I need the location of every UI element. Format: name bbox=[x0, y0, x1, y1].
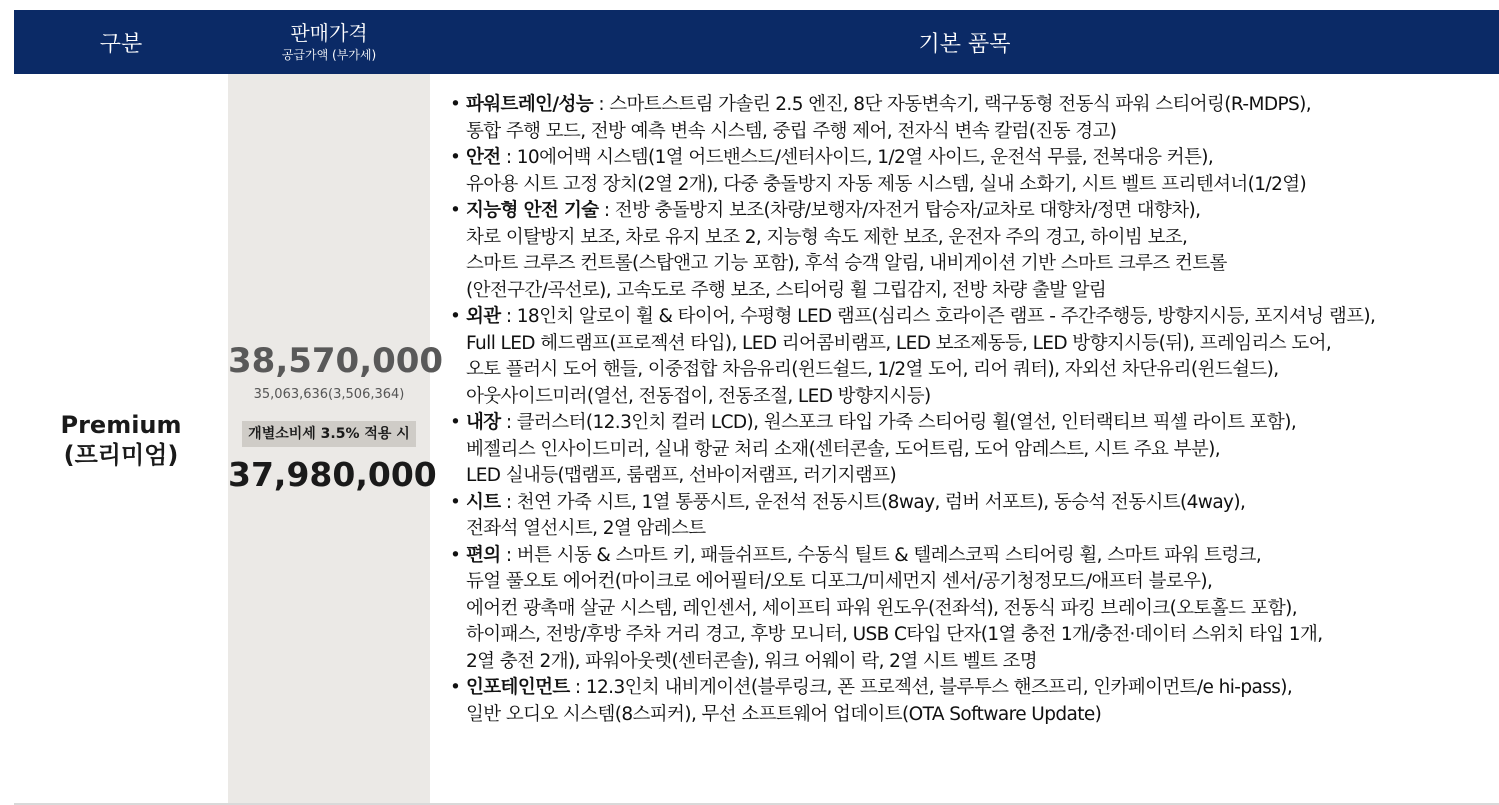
feature-line bbox=[466, 516, 1490, 543]
feature-line bbox=[466, 410, 1490, 437]
feature-separator: : bbox=[598, 200, 615, 221]
feature-category: 편의 bbox=[466, 544, 501, 566]
trim-cell bbox=[14, 74, 228, 805]
feature-text: 클러스터(12.3인치 컬러 LCD), 원스포크 타입 가죽 스티어링 휠(열선, 인터랙티브 픽셀 라이트 포함), bbox=[516, 412, 1297, 433]
feature-category: 파워트레인/성능 bbox=[466, 94, 594, 115]
bullet-icon: • bbox=[450, 412, 461, 433]
feature-text: (안전구간/곡선로), 고속도로 주행 보조, 스티어링 휠 그립감지, 전방 차량 출발 알림 bbox=[466, 279, 1107, 301]
feature-text: 전방 충돌방지 보조(차량/보행자/자전거 탑승자/교차로 대향차/정면 대향차), bbox=[614, 200, 1201, 221]
retail-price-tax: 37,980,000 bbox=[228, 455, 437, 494]
feature-text: 전좌석 열선시트, 2열 암레스트 bbox=[466, 518, 706, 539]
feature-line bbox=[466, 675, 1490, 702]
feature-line bbox=[466, 384, 1490, 411]
feature-text: Full LED 헤드램프(프로젝션 타입), LED 리어콤비램프, LED 보조제동등, LED 방향지시등(뒤), 프레임리스 도어, bbox=[466, 332, 1332, 354]
header-price bbox=[228, 10, 430, 74]
feature-line bbox=[466, 702, 1490, 729]
feature-text: 10에어백 시스템(1열 어드밴스드/센터사이드, 1/2열 사이드, 운전석 무릎, 전복대응 커튼), bbox=[516, 147, 1214, 168]
header-price-label: 판매가격 bbox=[290, 21, 368, 45]
bullet-icon: • bbox=[450, 491, 461, 513]
feature-text: 일반 오디오 시스템(8스피커), 무선 소프트웨어 업데이트(OTA Software Update) bbox=[466, 703, 1102, 725]
feature-text: 12.3인치 내비게이션(블루링크, 폰 프로젝션, 블루투스 핸즈프리, 인카페이먼트/e hi-pass), bbox=[585, 677, 1293, 698]
feature-line bbox=[466, 490, 1490, 517]
feature-line bbox=[466, 569, 1490, 596]
feature-text: 듀얼 풀오토 에어컨(마이크로 에어필터/오토 디포그/미세먼지 센서/공기청정모드/애프터 블로우), bbox=[466, 571, 1213, 592]
trim-name-ko: (프리미엄) bbox=[63, 440, 179, 469]
list-item bbox=[450, 304, 1490, 410]
list-item bbox=[450, 543, 1490, 676]
feature-category: 지능형 안전 기술 bbox=[466, 200, 599, 221]
bullet-icon: • bbox=[450, 306, 461, 327]
bullet-icon: • bbox=[450, 94, 461, 115]
bullet-icon: • bbox=[450, 677, 461, 698]
feature-category: 외관 bbox=[466, 306, 501, 327]
feature-text: 천연 가죽 시트, 1열 통풍시트, 운전석 전동시트(8way, 럼버 서포트), 동승석 전동시트(4way), bbox=[516, 491, 1246, 513]
table-header bbox=[14, 10, 1499, 74]
trim-price-table bbox=[14, 10, 1499, 805]
tax-badge: 개별소비세 3.5% 적용 시 bbox=[242, 421, 416, 447]
feature-text: 버튼 시동 & 스마트 키, 패들쉬프트, 수동식 틸트 & 텔레스코픽 스티어링 휠, 스마트 파워 트렁크, bbox=[516, 544, 1262, 566]
feature-line bbox=[466, 172, 1490, 199]
feature-separator: : bbox=[500, 306, 517, 327]
feature-separator: : bbox=[593, 94, 610, 115]
features-list bbox=[450, 92, 1490, 728]
list-item bbox=[450, 92, 1490, 145]
feature-text: 2열 충전 2개), 파워아웃렛(센터콘솔), 워크 어웨이 락, 2열 시트 벨트 조명 bbox=[466, 650, 1038, 672]
feature-text: 유아용 시트 고정 장치(2열 2개), 다중 충돌방지 자동 제동 시스템, 실내 소화기, 시트 벨트 프리텐셔너(1/2열) bbox=[466, 173, 1307, 195]
feature-text: 18인치 알로이 휠 & 타이어, 수평형 LED 램프(심리스 호라이즌 램프 - 주간주행등, 방향지시등, 포지셔닝 램프), bbox=[516, 306, 1376, 327]
header-trim: 구분 bbox=[99, 31, 143, 57]
header-price-sub: 공급가액 (부가세) bbox=[281, 48, 377, 62]
feature-line bbox=[466, 622, 1490, 649]
feature-text: 차로 이탈방지 보조, 차로 유지 보조 2, 지능형 속도 제한 보조, 운전자 주의 경고, 하이빔 보조, bbox=[466, 226, 1188, 248]
feature-separator: : bbox=[500, 491, 517, 513]
retail-price: 38,570,000 bbox=[228, 341, 444, 381]
features-cell bbox=[430, 74, 1499, 805]
feature-line bbox=[466, 225, 1490, 252]
price-cell bbox=[228, 74, 444, 805]
feature-category: 인포테인먼트 bbox=[466, 677, 570, 698]
trim-name-en: Premium bbox=[60, 410, 182, 439]
feature-text: 스마트스트림 가솔린 2.5 엔진, 8단 자동변속기, 랙구동형 전동식 파워 스티어링(R-MDPS), bbox=[609, 94, 1312, 115]
feature-text: 하이패스, 전방/후방 주차 거리 경고, 후방 모니터, USB C타입 단자(1열 충전 1개/충전·데이터 스위치 타입 1개, bbox=[466, 624, 1323, 645]
feature-line bbox=[466, 145, 1490, 172]
list-item bbox=[450, 145, 1490, 198]
feature-text: 에어컨 광촉매 살균 시스템, 레인센서, 세이프티 파워 윈도우(전좌석), 전동식 파킹 브레이크(오토홀드 포함), bbox=[466, 597, 1298, 619]
feature-text: 베젤리스 인사이드미러, 실내 항균 처리 소재(센터콘솔, 도어트림, 도어 암레스트, 시트 주요 부분), bbox=[466, 438, 1221, 460]
feature-line bbox=[466, 437, 1490, 464]
feature-line bbox=[466, 596, 1490, 623]
bullet-icon: • bbox=[450, 544, 461, 566]
feature-line bbox=[466, 543, 1490, 570]
feature-text: 통합 주행 모드, 전방 예측 변속 시스템, 중립 주행 제어, 전자식 변속 칼럼(진동 경고) bbox=[466, 120, 1117, 142]
feature-category: 내장 bbox=[466, 412, 501, 433]
list-item bbox=[450, 410, 1490, 490]
feature-line bbox=[466, 92, 1490, 119]
feature-separator: : bbox=[500, 412, 517, 433]
feature-separator: : bbox=[500, 544, 517, 566]
feature-text: 오토 플러시 도어 핸들, 이중접합 차음유리(윈드쉴드, 1/2열 도어, 리어 쿼터), 자외선 차단유리(윈드쉴드), bbox=[466, 359, 1279, 380]
list-item bbox=[450, 490, 1490, 543]
feature-text: LED 실내등(맵램프, 룸램프, 선바이저램프, 러기지램프) bbox=[466, 465, 897, 486]
feature-line bbox=[466, 304, 1490, 331]
feature-line bbox=[466, 331, 1490, 358]
table-row bbox=[14, 74, 1499, 805]
bullet-icon: • bbox=[450, 147, 461, 168]
feature-line bbox=[466, 357, 1490, 384]
feature-line bbox=[466, 251, 1490, 278]
price-block bbox=[228, 341, 444, 495]
feature-line bbox=[466, 463, 1490, 490]
feature-text: 아웃사이드미러(열선, 전동접이, 전동조절, LED 방향지시등) bbox=[466, 385, 931, 407]
feature-line bbox=[466, 278, 1490, 305]
feature-line bbox=[466, 198, 1490, 225]
list-item bbox=[450, 675, 1490, 728]
header-items: 기본 품목 bbox=[918, 31, 1011, 57]
feature-separator: : bbox=[569, 677, 586, 698]
feature-category: 시트 bbox=[466, 491, 501, 513]
supply-price: 35,063,636(3,506,364) bbox=[253, 387, 405, 402]
feature-line bbox=[466, 649, 1490, 676]
feature-text: 스마트 크루즈 컨트롤(스탑앤고 기능 포함), 후석 승객 알림, 내비게이션 기반 스마트 크루즈 컨트롤 bbox=[466, 253, 1227, 274]
list-item bbox=[450, 198, 1490, 304]
bullet-icon: • bbox=[450, 200, 461, 221]
feature-line bbox=[466, 119, 1490, 146]
feature-category: 안전 bbox=[466, 147, 501, 168]
feature-separator: : bbox=[500, 147, 517, 168]
